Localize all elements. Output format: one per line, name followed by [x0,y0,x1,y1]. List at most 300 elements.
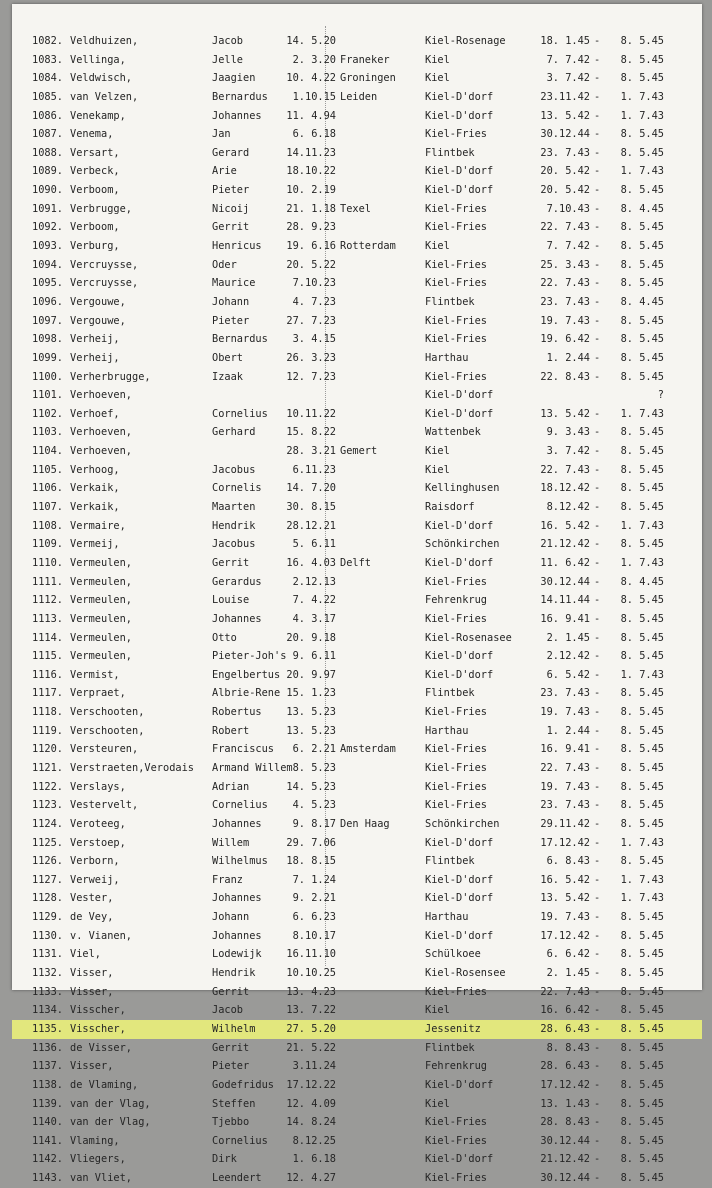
surname-cell: Vermaire, [70,519,126,532]
surname-cell: Visscher, [70,1022,126,1035]
date-range-dash: - [594,1116,601,1129]
highlighted-table-row [12,1020,702,1039]
given-name-cell: Jacob [212,35,243,47]
given-name-cell: Maurice [212,277,256,290]
birth-date-cell: 30. 8.15 [286,501,336,514]
date-range-dash: - [594,351,601,364]
to-date-cell: 8. 5.45 [620,501,664,514]
birth-date-cell: 14. 5.20 [286,35,336,47]
birth-date-cell: 11. 4.94 [286,109,336,122]
to-date-cell: 8. 5.45 [620,967,664,980]
to-date-cell: 8. 5.45 [620,911,664,924]
given-name-cell: Bernardus [212,333,268,346]
entry-number: 1138. [32,1078,63,1091]
entry-number: 1127. [32,873,63,886]
birth-date-cell: 7. 4.22 [292,594,336,607]
table-row [12,573,702,592]
to-date-cell: 1. 7.43 [620,519,664,532]
birth-date-cell: 5. 6.11 [292,538,336,551]
camp-cell: Kiel-D'dorf [425,1153,494,1166]
surname-cell: Verbrugge, [70,202,132,215]
surname-cell: Verhoeven, [70,445,132,458]
given-name-cell: Willem [212,836,250,849]
table-row [12,125,702,144]
given-name-cell: Henricus [212,240,262,253]
to-date-cell: 1. 7.43 [620,873,664,886]
surname-cell: de Vlaming, [70,1078,139,1091]
to-date-cell: 8. 5.45 [620,1022,664,1035]
camp-cell: Kiel-D'dorf [425,407,494,420]
given-name-cell: Johannes [212,892,262,905]
table-row [12,684,702,703]
table-row [12,368,702,387]
to-date-cell: 8. 5.45 [620,314,664,327]
birth-date-cell: 6. 6.23 [292,911,336,924]
from-date-cell: 13. 1.43 [540,1097,590,1110]
given-name-cell: Otto [212,631,237,644]
date-range-dash: - [594,1004,601,1017]
entry-number: 1128. [32,892,63,905]
camp-cell: Kiel [425,1097,450,1110]
birth-date-cell: 29. 7.06 [286,836,336,849]
given-name-cell: Cornelius [212,1134,268,1147]
birth-date-cell: 12. 4.09 [286,1097,336,1110]
table-row [12,181,702,200]
camp-cell: Kiel [425,240,450,253]
table-row [12,1095,702,1114]
to-date-cell: 8. 5.45 [620,1153,664,1166]
table-row [12,778,702,797]
entry-number: 1088. [32,146,63,159]
given-name-cell: Johannes [212,817,262,830]
from-date-cell: 17.12.42 [540,836,590,849]
date-range-dash: - [594,612,601,625]
given-name-cell: Obert [212,351,243,364]
given-name-cell: Franciscus [212,743,274,756]
surname-cell: Verheij, [70,333,120,346]
to-date-cell: 1. 7.43 [620,165,664,178]
from-date-cell: 19. 7.43 [540,706,590,719]
birth-date-cell: 27. 5.20 [286,1022,336,1035]
given-name-cell: Arie [212,165,237,178]
to-date-cell: 8. 4.45 [620,202,664,215]
surname-cell: Visser, [70,985,114,998]
birth-date-cell: 18.10.22 [286,165,336,178]
surname-cell: Veldhuizen, [70,35,139,47]
to-date-cell: 8. 5.45 [620,706,664,719]
given-name-cell: Lodewijk [212,948,262,961]
to-date-cell: 8. 5.45 [620,1097,664,1110]
surname-cell: Versteuren, [70,743,139,756]
entry-number: 1141. [32,1134,63,1147]
birth-date-cell: 21. 1.18 [286,202,336,215]
camp-cell: Kiel-D'dorf [425,668,494,681]
to-date-cell: 8. 5.45 [620,631,664,644]
camp-cell: Kiel-Fries [425,221,487,234]
camp-cell: Kiel-D'dorf [425,836,494,849]
entry-number: 1087. [32,128,63,141]
surname-cell: Visser, [70,1060,114,1073]
entry-number: 1135. [32,1022,63,1035]
surname-cell: Verslays, [70,780,126,793]
birth-date-cell: 10. 4.22 [286,72,336,85]
table-row [12,945,702,964]
from-date-cell: 16. 6.42 [540,1004,590,1017]
camp-cell: Kiel-D'dorf [425,1078,494,1091]
date-range-dash: - [594,1022,601,1035]
table-row [12,1039,702,1058]
table-row [12,88,702,107]
table-row [12,144,702,163]
date-range-dash: - [594,1078,601,1091]
to-date-cell: 8. 5.45 [620,594,664,607]
given-name-cell: Franz [212,873,243,886]
birth-date-cell: 15. 8.22 [286,426,336,439]
birth-date-cell: 9. 8.17 [292,817,336,830]
camp-cell: Kiel-D'dorf [425,929,494,942]
camp-cell: Harthau [425,724,469,737]
birth-date-cell: 9. 6.11 [292,650,336,663]
birthplace-cell: Den Haag [340,817,390,830]
entry-number: 1125. [32,836,63,849]
given-name-cell: Jacobus [212,538,256,551]
date-range-dash: - [594,1153,601,1166]
from-date-cell: 23. 7.43 [540,687,590,700]
surname-cell: Verboom, [70,184,120,197]
surname-cell: Veroteeg, [70,817,126,830]
given-name-cell: Jacobus [212,463,256,476]
camp-cell: Kiel-D'dorf [425,109,494,122]
date-range-dash: - [594,128,601,141]
camp-cell: Fehrenkrug [425,1060,487,1073]
surname-cell: Verbeck, [70,165,120,178]
date-range-dash: - [594,892,601,905]
birth-date-cell: 4. 5.23 [292,799,336,812]
birth-date-cell: 6.11.23 [292,463,336,476]
to-date-cell: 1. 7.43 [620,109,664,122]
table-row [12,200,702,219]
entry-number: 1107. [32,501,63,514]
from-date-cell: 23. 7.43 [540,295,590,308]
entry-number: 1132. [32,967,63,980]
entry-number: 1103. [32,426,63,439]
from-date-cell: 16. 5.42 [540,873,590,886]
table-row [12,1150,702,1169]
from-date-cell: 7. 7.42 [546,240,590,253]
entry-number: 1086. [32,109,63,122]
camp-cell: Flintbek [425,295,475,308]
date-range-dash: - [594,780,601,793]
birth-date-cell: 4. 3.17 [292,612,336,625]
surname-cell: Vellinga, [70,53,126,66]
camp-cell: Kiel [425,53,450,66]
camp-cell: Schülkoee [425,948,481,961]
from-date-cell: 14.11.44 [540,594,590,607]
from-date-cell: 16. 9.41 [540,612,590,625]
birth-date-cell: 20. 9.97 [286,668,336,681]
given-name-cell: Izaak [212,370,243,383]
from-date-cell: 29.11.42 [540,817,590,830]
to-date-cell: 1. 7.43 [620,892,664,905]
given-name-cell: Nicoij [212,202,250,215]
birth-date-cell: 19. 6.16 [286,240,336,253]
birth-date-cell: 13. 5.23 [286,724,336,737]
table-row [12,293,702,312]
date-range-dash: - [594,109,601,122]
to-date-cell: 8. 4.45 [620,575,664,588]
surname-cell: Verhoog, [70,463,120,476]
entry-number: 1101. [32,389,63,402]
from-date-cell: 6. 5.42 [546,668,590,681]
camp-cell: Kiel-D'dorf [425,892,494,905]
date-range-dash: - [594,985,601,998]
to-date-cell: 1. 7.43 [620,668,664,681]
birth-date-cell: 8. 5.23 [292,761,336,774]
from-date-cell: 19. 6.42 [540,333,590,346]
table-row [12,1057,702,1076]
table-row [12,442,702,461]
from-date-cell: 3. 7.42 [546,72,590,85]
from-date-cell: 21.12.42 [540,1153,590,1166]
given-name-cell: Armand Willem [212,761,293,774]
entry-number: 1100. [32,370,63,383]
entry-number: 1130. [32,929,63,942]
camp-cell: Kiel-D'dorf [425,873,494,886]
given-name-cell: Pieter-Joh's [212,650,287,663]
table-row [12,647,702,666]
to-date-cell: 8. 5.45 [620,761,664,774]
to-date-cell: 8. 5.45 [620,445,664,458]
from-date-cell: 23.11.42 [540,90,590,103]
table-row [12,32,702,51]
entry-number: 1113. [32,612,63,625]
to-date-cell: 1. 7.43 [620,836,664,849]
birth-date-cell: 1.10.15 [292,90,336,103]
camp-cell: Kiel-Rosenasee [425,631,512,644]
to-date-cell: 8. 5.45 [620,985,664,998]
from-date-cell: 16. 9.41 [540,743,590,756]
date-range-dash: - [594,706,601,719]
birth-date-cell: 15. 1.23 [286,687,336,700]
entry-number: 1121. [32,761,63,774]
from-date-cell: 30.12.44 [540,128,590,141]
surname-cell: Vermist, [70,668,120,681]
from-date-cell: 22. 7.43 [540,221,590,234]
surname-cell: Vermeulen, [70,612,132,625]
given-name-cell: Louise [212,594,250,607]
entry-number: 1093. [32,240,63,253]
surname-cell: Verhoeven, [70,426,132,439]
birth-date-cell: 12. 4.27 [286,1172,336,1185]
from-date-cell: 3. 7.42 [546,445,590,458]
from-date-cell: 1. 2.44 [546,724,590,737]
birth-date-cell: 18. 8.15 [286,855,336,868]
table-row [12,796,702,815]
camp-cell: Harthau [425,911,469,924]
surname-cell: Verboom, [70,221,120,234]
camp-cell: Kiel-D'dorf [425,165,494,178]
from-date-cell: 6. 6.42 [546,948,590,961]
camp-cell: Kiel [425,463,450,476]
table-row [12,349,702,368]
table-row [12,498,702,517]
birth-date-cell: 10.10.25 [286,967,336,980]
to-date-cell: 8. 5.45 [620,1004,664,1017]
birth-date-cell: 2. 3.20 [292,53,336,66]
birth-date-cell: 28.12.21 [286,519,336,532]
birth-date-cell: 14. 7.20 [286,482,336,495]
camp-cell: Flintbek [425,1041,475,1054]
surname-cell: Viel, [70,948,101,961]
table-row [12,889,702,908]
table-row [12,759,702,778]
table-row [12,871,702,890]
entry-number: 1105. [32,463,63,476]
surname-cell: Verherbrugge, [70,370,151,383]
date-range-dash: - [594,463,601,476]
given-name-cell: Bernardus [212,90,268,103]
surname-cell: Vermeij, [70,538,120,551]
from-date-cell: 7.10.43 [546,202,590,215]
entry-number: 1115. [32,650,63,663]
entry-number: 1098. [32,333,63,346]
date-range-dash: - [594,221,601,234]
surname-cell: v. Vianen, [70,929,132,942]
to-date-cell: 8. 5.45 [620,277,664,290]
to-date-cell: 8. 5.45 [620,128,664,141]
birth-date-cell: 7. 1.24 [292,873,336,886]
table-row [12,51,702,70]
surname-cell: de Visser, [70,1041,132,1054]
surname-cell: Veldwisch, [70,72,132,85]
date-range-dash: - [594,650,601,663]
given-name-cell: Albrie-Rene [212,687,281,700]
entry-number: 1090. [32,184,63,197]
from-date-cell: 16. 5.42 [540,519,590,532]
birth-date-cell: 7.10.23 [292,277,336,290]
camp-cell: Kiel-D'dorf [425,519,494,532]
to-date-cell: 8. 5.45 [620,35,664,47]
date-range-dash: - [594,538,601,551]
camp-cell: Kiel-D'dorf [425,389,494,402]
birth-date-cell: 2.12.13 [292,575,336,588]
given-name-cell: Tjebbo [212,1116,250,1129]
table-row [12,69,702,88]
entry-number: 1116. [32,668,63,681]
given-name-cell: Robert [212,724,250,737]
table-row [12,591,702,610]
entry-number: 1140. [32,1116,63,1129]
entry-number: 1092. [32,221,63,234]
given-name-cell: Cornelius [212,407,268,420]
table-row [12,554,702,573]
table-row [12,107,702,126]
to-date-cell: 8. 5.45 [620,1134,664,1147]
entry-number: 1099. [32,351,63,364]
birthplace-cell: Delft [340,556,371,569]
given-name-cell: Engelbertus [212,668,281,681]
camp-cell: Kiel-Fries [425,333,487,346]
date-range-dash: - [594,333,601,346]
birth-date-cell: 13. 4.23 [286,985,336,998]
birth-date-cell: 28. 9.23 [286,221,336,234]
given-name-cell: Johannes [212,612,262,625]
table-row [12,1169,702,1188]
to-date-cell: 8. 5.45 [620,687,664,700]
date-range-dash: - [594,53,601,66]
table-row [12,218,702,237]
camp-cell: Kellinghusen [425,482,500,495]
table-row [12,1076,702,1095]
birth-date-cell: 6. 2.21 [292,743,336,756]
from-date-cell: 30.12.44 [540,1172,590,1185]
from-date-cell: 9. 3.43 [546,426,590,439]
camp-cell: Kiel-Fries [425,743,487,756]
birth-date-cell: 14.11.23 [286,146,336,159]
date-range-dash: - [594,90,601,103]
surname-cell: Verstraeten,Verodais [70,761,194,774]
surname-cell: Vergouwe, [70,295,126,308]
to-date-cell: 8. 5.45 [620,538,664,551]
camp-cell: Kiel-Fries [425,612,487,625]
from-date-cell: 19. 7.43 [540,314,590,327]
date-range-dash: - [594,911,601,924]
to-date-cell: 8. 5.45 [620,351,664,364]
surname-cell: Vercruysse, [70,258,139,271]
given-name-cell: Johann [212,295,250,308]
given-name-cell: Jan [212,128,231,141]
date-range-dash: - [594,426,601,439]
date-range-dash: - [594,184,601,197]
camp-cell: Kiel-D'dorf [425,90,494,103]
entry-number: 1094. [32,258,63,271]
entry-number: 1142. [32,1153,63,1166]
camp-cell: Kiel [425,72,450,85]
birthplace-cell: Gemert [340,445,378,458]
birth-date-cell: 17.12.22 [286,1078,336,1091]
date-range-dash: - [594,370,601,383]
to-date-cell: 8. 5.45 [620,53,664,66]
surname-cell: Versart, [70,146,120,159]
table-row [12,722,702,741]
camp-cell: Schönkirchen [425,538,500,551]
entry-number: 1126. [32,855,63,868]
surname-cell: Verhoeven, [70,389,132,402]
to-date-cell: 8. 5.45 [620,333,664,346]
table-row [12,1001,702,1020]
from-date-cell: 25. 3.43 [540,258,590,271]
entry-number: 1120. [32,743,63,756]
date-range-dash: - [594,594,601,607]
table-row [12,1113,702,1132]
camp-cell: Raisdorf [425,501,475,514]
date-range-dash: - [594,1134,601,1147]
surname-cell: de Vey, [70,911,114,924]
surname-cell: Verkaik, [70,501,120,514]
from-date-cell: 2. 1.45 [546,967,590,980]
birthplace-cell: Franeker [340,53,390,66]
birth-date-cell: 13. 7.22 [286,1004,336,1017]
surname-cell: Vestervelt, [70,799,139,812]
birthplace-cell: Rotterdam [340,240,396,253]
date-range-dash: - [594,799,601,812]
to-date-cell: 8. 5.45 [620,612,664,625]
camp-cell: Kiel-Rosensee [425,967,506,980]
birthplace-cell: Texel [340,202,371,215]
table-row [12,517,702,536]
entry-number: 1123. [32,799,63,812]
surname-cell: Verheij, [70,351,120,364]
